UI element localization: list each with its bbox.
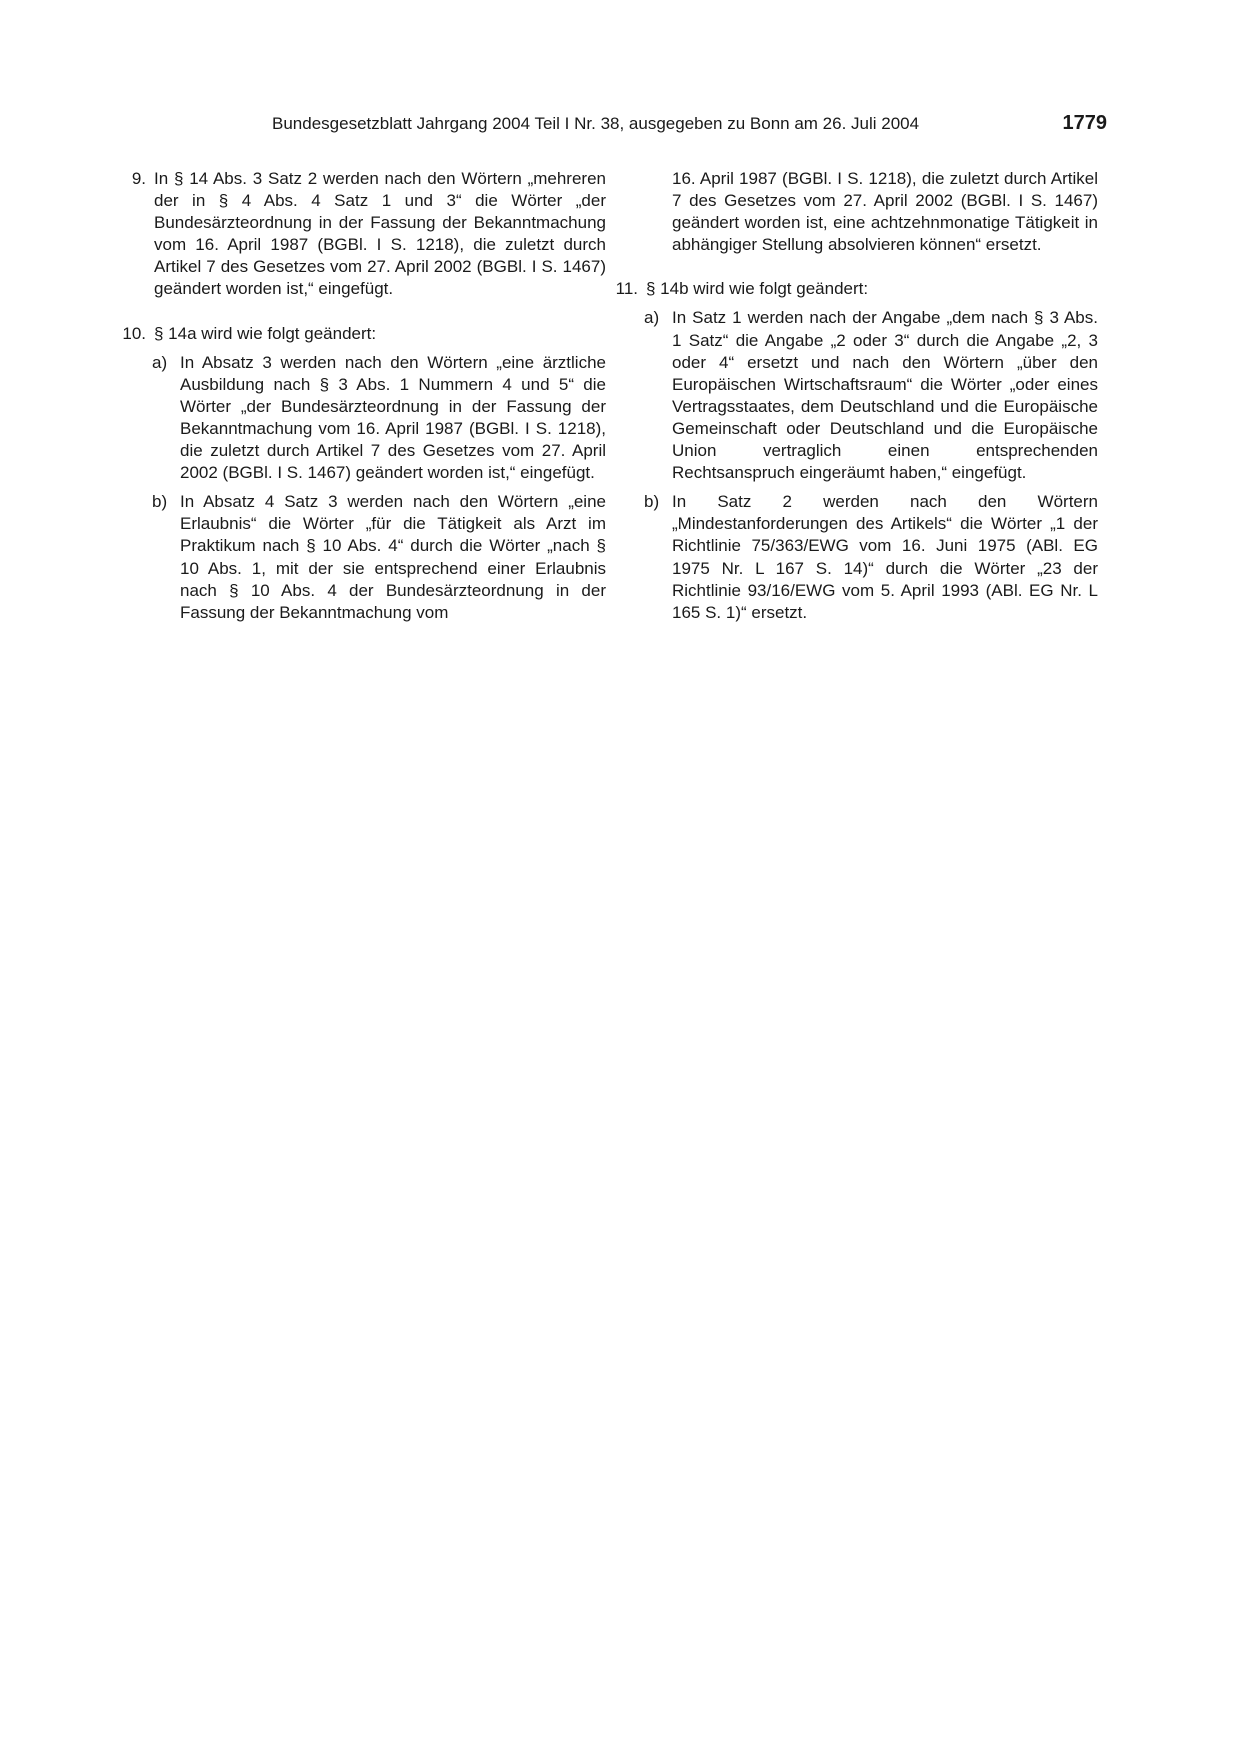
item-lead: § 14a wird wie folgt geändert: <box>154 323 377 343</box>
subitem-text: In Absatz 3 werden nach den Wörtern „eine ärztliche Ausbildung nach § 3 Abs. 1 Nummern 4 und 5“ die Wörter „der Bundesärzteordnung in der Fassung der Bekanntmachung vom 16. April 1987 (BGBl. I S. 1218), die zuletzt durch Artikel 7 des Gesetzes vom 27. April 2002 (BGBl. I S. 1467) geändert worden ist,“ eingefügt. <box>180 352 606 483</box>
item-9 <box>131 168 606 301</box>
subitem-text-continued: 16. April 1987 (BGBl. I S. 1218), die zuletzt durch Artikel 7 des Gesetzes vom 27. April 2002 (BGBl. I S. 1467) geändert worden ist, eine achtzehnmonatige Tätigkeit in abhängiger Stellung absolvieren können“ ersetzt. <box>672 169 1098 255</box>
subitem-b-continued <box>672 168 1098 256</box>
right-column <box>615 168 1098 624</box>
subitem-text: In Absatz 4 Satz 3 werden nach den Wörtern „eine Erlaubnis“ die Wörter „für die Tätigkeit als Arzt im Praktikum nach § 10 Abs. 4“ durch die Wörter „nach § 10 Abs. 1, mit der sie entsprechend einer Erlaubnis nach § 10 Abs. 4 der Bundesärzteordnung in der Fassung der Bekanntmachung vom <box>180 492 606 622</box>
subitem-b <box>644 491 1098 624</box>
running-title: Bundesgesetzblatt Jahrgang 2004 Teil I Nr. 38, ausgegeben zu Bonn am 26. Juli 2004 <box>272 114 920 133</box>
item-10 <box>122 323 606 624</box>
subitem-b <box>152 491 606 624</box>
page-header <box>272 113 1107 137</box>
subitem-label: b) <box>644 492 660 512</box>
subitem-text: In Satz 1 werden nach der Angabe „dem nach § 3 Abs. 1 Satz“ die Angabe „2 oder 3“ durch die Angabe „2, 3 oder 4“ ersetzt und nach den Wörtern „über den Europäischen Wirtschaftsraum“ die Wörter „oder eines Vertragsstaates, dem Deutschland und die Europäische Gemeinschaft oder Deutschland und die Europäische Union vertraglich einen entsprechenden Rechtsanspruch eingeräumt haben,“ eingefügt. <box>672 308 1098 483</box>
item-text: In § 14 Abs. 3 Satz 2 werden nach den Wörtern „mehreren der in § 4 Abs. 4 Satz 1 und 3“ die Wörter „der Bundesärzteordnung in der Fassung der Bekanntmachung vom 16. April 1987 (BGBl. I S. 1218), die zuletzt durch Artikel 7 des Gesetzes vom 27. April 2002 (BGBl. I S. 1467) geändert worden ist,“ eingefügt. <box>154 169 606 299</box>
left-column <box>122 168 606 624</box>
item-11 <box>615 278 1098 623</box>
subitem-label: a) <box>644 308 660 328</box>
subitem-label: a) <box>152 352 168 372</box>
subitem-a <box>152 352 606 485</box>
subitem-a <box>644 307 1098 484</box>
item-number: 10. <box>122 323 146 343</box>
subitem-text: In Satz 2 werden nach den Wörtern „Mindestanforderungen des Artikels“ die Wörter „1 der Richtlinie 75/363/EWG vom 16. Juni 1975 (ABl. EG 1975 Nr. L 167 S. 14)“ durch die Wörter „23 der Richtlinie 93/16/EWG vom 5. April 1993 (ABl. EG Nr. L 165 S. 1)“ ersetzt. <box>672 492 1098 622</box>
item-number: 11. <box>615 279 638 299</box>
item-lead: § 14b wird wie folgt geändert: <box>646 279 869 299</box>
item-number: 9. <box>131 169 146 188</box>
subitem-label: b) <box>152 492 168 512</box>
page-number: 1779 <box>1062 112 1107 134</box>
